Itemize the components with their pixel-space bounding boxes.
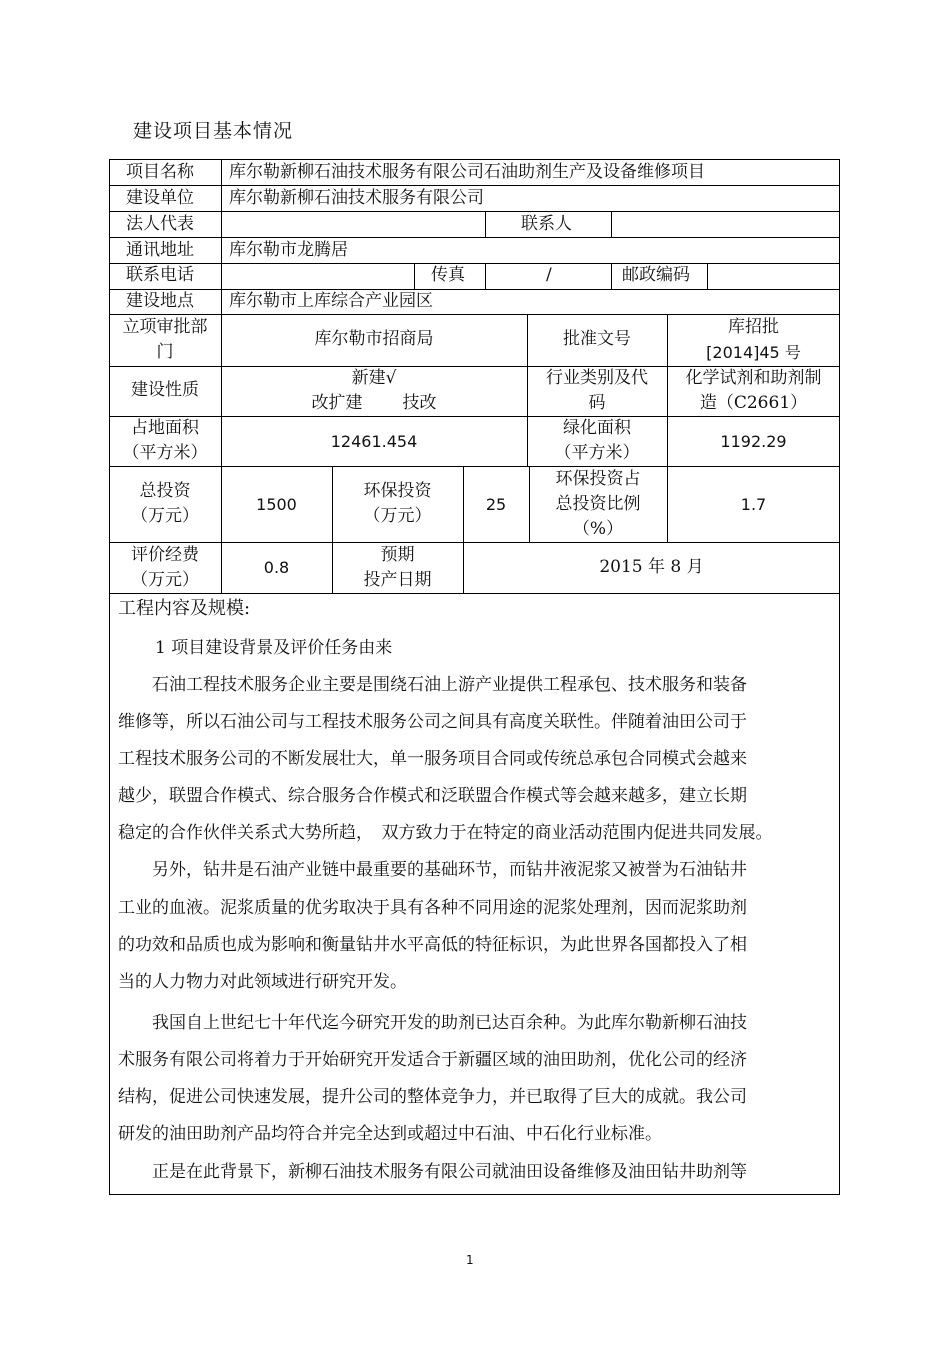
body-line: 越少，联盟合作模式、综合服务合作模式和泛联盟合作模式等会越来越多，建立长期 <box>118 786 747 806</box>
project-name-value: 库尔勒新柳石油技术服务有限公司石油助剂生产及设备维修项目 <box>229 162 705 182</box>
postcode-label: 邮政编码 <box>622 265 690 285</box>
green-area-label-line: 绿化面积 <box>563 418 631 438</box>
eval-fee-label-line: 评价经费 <box>131 545 199 565</box>
env-ratio-label-line: 总投资比例 <box>555 494 641 514</box>
green-area-label-line: （平方米） <box>554 443 640 463</box>
body-line: 我国自上世纪七十年代迄今研究开发的助剂已达百余种。为此库尔勒新柳石油技 <box>118 1013 747 1033</box>
industry-line: 化学试剂和助剂制 <box>685 368 822 388</box>
fax-value: / <box>546 265 552 285</box>
row-divider <box>109 466 840 467</box>
eval-fee-label <box>109 543 221 593</box>
green-area-label <box>527 416 667 466</box>
env-invest-label-line: 环保投资 <box>363 481 432 501</box>
total-invest-label <box>109 479 221 529</box>
body-line: 另外，钻井是石油产业链中最重要的基础环节，而钻井液泥浆又被誉为石油钻井 <box>118 860 747 880</box>
industry-label <box>527 366 667 416</box>
row-divider <box>109 263 840 264</box>
approval-dept-label-line: 立项审批部 <box>122 317 208 337</box>
site-label: 建设地点 <box>126 291 194 311</box>
body-line: 正是在此背景下，新柳石油技术服务有限公司就油田设备维修及油田钻井助剂等 <box>118 1162 747 1182</box>
land-area-label-line: （平方米） <box>122 443 208 463</box>
phone-label: 联系电话 <box>126 265 194 285</box>
row-divider <box>109 593 840 594</box>
builder-value: 库尔勒新柳石油技术服务有限公司 <box>229 188 484 208</box>
env-invest-value: 25 <box>485 495 507 514</box>
body-line: 结构，促进公司快速发展，提升公司的整体竞争力，并已取得了巨大的成就。我公司 <box>118 1087 747 1107</box>
industry-value <box>667 366 840 416</box>
col-divider <box>485 211 486 237</box>
body-line: 维修等，所以石油公司与工程技术服务公司之间具有高度关联性。伴随着油田公司于 <box>118 712 747 732</box>
body-line: 石油工程技术服务企业主要是围绕石油上游产业提供工程承包、技术服务和装备 <box>118 675 747 695</box>
body-line: 工程技术服务公司的不断发展壮大，单一服务项目合同或传统总承包合同模式会越来 <box>118 749 747 769</box>
eval-fee-value: 0.8 <box>263 558 290 577</box>
approval-dept-value: 库尔勒市招商局 <box>314 329 434 349</box>
col-divider <box>611 211 612 237</box>
nature-label: 建设性质 <box>131 380 199 400</box>
approval-no-line: [2014]45 号 <box>706 343 801 362</box>
body-line: 研发的油田助剂产品均符合并完全达到或超过中石油、中石化行业标准。 <box>118 1124 662 1144</box>
start-date-label <box>332 543 463 593</box>
env-ratio-label-line: （%） <box>572 519 624 539</box>
env-invest-label-line: （万元） <box>363 506 432 526</box>
nature-other <box>221 391 527 416</box>
builder-label: 建设单位 <box>126 188 194 208</box>
approval-no-label: 批准文号 <box>563 329 631 349</box>
approval-dept-label-line: 门 <box>156 342 174 362</box>
page-number: 1 <box>466 1253 474 1267</box>
env-ratio-label-line: 环保投资占 <box>555 469 641 489</box>
content-subheading: 1 项目建设背景及评价任务由来 <box>155 638 393 658</box>
industry-line: 造（C2661） <box>699 393 808 413</box>
land-area-label-line: 占地面积 <box>131 418 199 438</box>
address-value: 库尔勒市龙腾居 <box>229 240 348 260</box>
env-ratio-value: 1.7 <box>740 495 767 514</box>
nature-retrofit: 技改 <box>402 393 437 413</box>
start-date-label-line: 投产日期 <box>363 570 432 590</box>
land-area-value: 12461.454 <box>330 432 418 451</box>
nature-new: 新建√ <box>351 368 397 388</box>
total-invest-label-line: 总投资 <box>139 481 191 501</box>
industry-label-line: 行业类别及代 <box>546 368 648 388</box>
col-divider <box>485 263 486 289</box>
nature-expand: 改扩建 <box>311 393 363 413</box>
approval-dept-label <box>109 315 221 365</box>
land-area-label <box>109 416 221 466</box>
col-divider <box>414 263 415 289</box>
env-invest-label <box>332 479 463 529</box>
site-value: 库尔勒市上库综合产业园区 <box>229 291 433 311</box>
green-area-value: 1192.29 <box>720 432 787 451</box>
fax-label: 传真 <box>431 265 465 285</box>
start-date-value: 2015 年 8 月 <box>599 557 704 577</box>
legal-rep-label: 法人代表 <box>126 214 194 234</box>
col-divider <box>707 263 708 289</box>
body-line: 的功效和品质也成为影响和衡量钻井水平高低的特征标识，为此世界各国都投入了相 <box>118 935 747 955</box>
industry-label-line: 码 <box>588 393 606 413</box>
approval-no-value <box>667 315 840 365</box>
row-divider <box>109 237 840 238</box>
body-line: 术服务有限公司将着力于开始研究开发适合于新疆区域的油田助剂，优化公司的经济 <box>118 1050 747 1070</box>
section-title: 建设项目基本情况 <box>133 120 294 142</box>
address-label: 通讯地址 <box>126 240 194 260</box>
body-line: 工业的血液。泥浆质量的优劣取决于具有各种不同用途的泥浆处理剂，因而泥浆助剂 <box>118 898 747 918</box>
approval-no-line: 库招批 <box>728 317 779 337</box>
body-line: 当的人力物力对此领域进行研究开发。 <box>118 972 407 992</box>
row-divider <box>109 289 840 290</box>
col-divider <box>611 263 612 289</box>
contact-label: 联系人 <box>521 214 572 234</box>
content-heading: 工程内容及规模: <box>118 598 251 619</box>
env-ratio-label <box>529 467 667 542</box>
total-invest-label-line: （万元） <box>131 506 199 526</box>
nature-value <box>221 366 527 416</box>
start-date-label-line: 预期 <box>380 545 415 565</box>
body-line: 稳定的合作伙伴关系式大势所趋， 双方致力于在特定的商业活动范围内促进共同发展。 <box>118 823 773 843</box>
total-invest-value: 1500 <box>256 495 297 514</box>
eval-fee-label-line: （万元） <box>131 570 199 590</box>
project-name-label: 项目名称 <box>126 162 194 182</box>
row-divider <box>109 211 840 212</box>
